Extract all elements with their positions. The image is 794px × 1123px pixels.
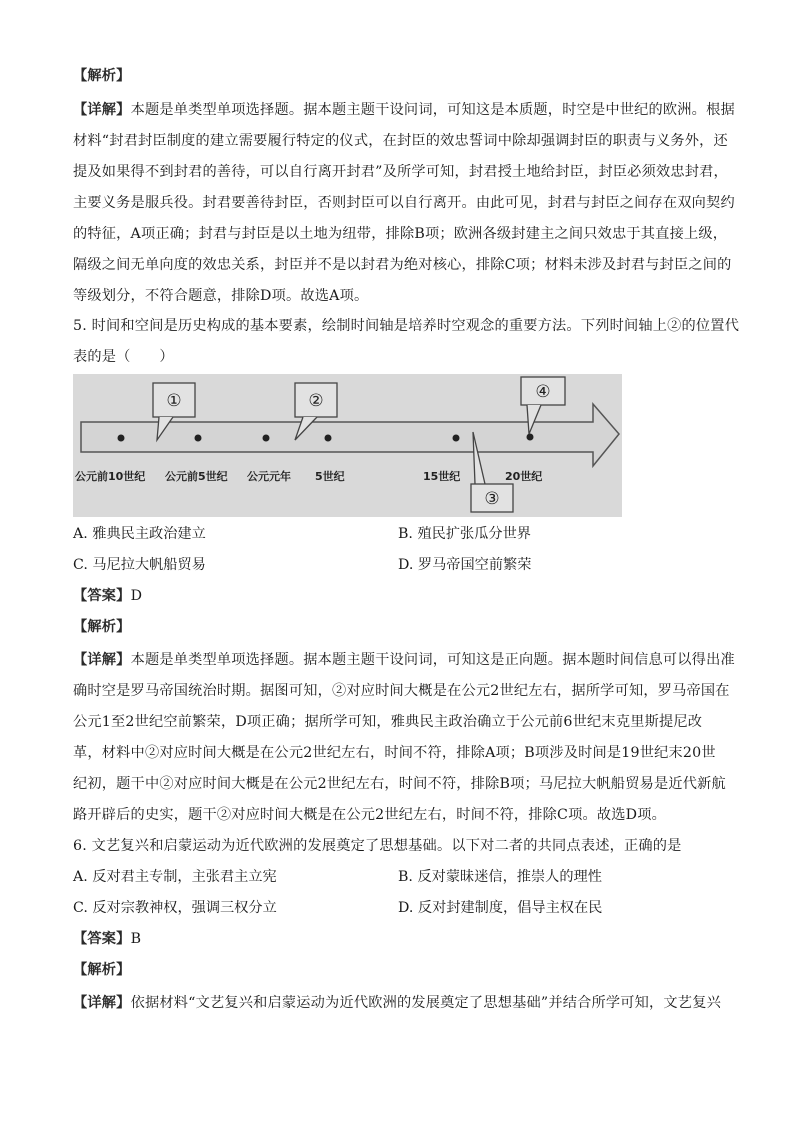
q5-explanation-line-3: 公元1至2世纪空前繁荣，D项正确；据所学可知，雅典民主政治确立于公元前6世纪末克里斯提尼改 — [73, 714, 703, 730]
q6-option-a: A. 反对君主专制，主张君主立宪 — [73, 869, 277, 885]
timeline-label-4: 5世纪 — [315, 470, 345, 483]
q5-option-c: C. 马尼拉大帆船贸易 — [73, 557, 206, 573]
timeline-diagram — [73, 374, 622, 517]
timeline-label-2: 公元前5世纪 — [165, 470, 228, 483]
marker-1: ① — [166, 391, 182, 411]
timeline-figure — [73, 374, 622, 517]
analysis-heading-1: 【解析】 — [73, 68, 131, 84]
timeline-dot — [527, 434, 534, 441]
q5-explanation-line-4: 革，材料中②对应时间大概是在公元2世纪左右，时间不符，排除A项；B项涉及时间是19世纪末20世 — [73, 745, 716, 761]
q5-explanation-line-6: 路开辟后的史实，题干②对应时间大概是在公元2世纪左右，时间不符，排除C项。故选D项。 — [73, 807, 666, 823]
q5-stem-line-2: 表的是（ ） — [73, 349, 174, 365]
timeline-dot — [118, 435, 125, 442]
q5-explanation-line-2: 确时空是罗马帝国统治时期。据图可知，②对应时间大概是在公元2世纪左右，据所学可知，罗马帝国在 — [73, 683, 730, 699]
answer-label: 【答案】 — [73, 931, 131, 947]
q6-explanation-line-1: 【详解】依据材料“文艺复兴和启蒙运动为近代欧洲的发展奠定了思想基础”并结合所学可知，文艺复兴 — [73, 995, 721, 1011]
prev-explanation-line-1: 【详解】本题是单类型单项选择题。据本题主题干设问词，可知这是本质题，时空是中世纪的欧洲。根据 — [73, 102, 735, 118]
marker-2: ② — [308, 391, 324, 411]
detail-label: 【详解】 — [73, 102, 131, 118]
answer-label: 【答案】 — [73, 588, 131, 604]
q6-option-d: D. 反对封建制度，倡导主权在民 — [398, 900, 603, 916]
q5-option-b: B. 殖民扩张瓜分世界 — [398, 526, 531, 542]
prev-explanation-line-4: 主要义务是服兵役。封君要善待封臣，否则封臣可以自行离开。由此可见，封君与封臣之间存在双向契约 — [73, 195, 735, 211]
q6-option-c: C. 反对宗教神权，强调三权分立 — [73, 900, 277, 916]
q5-explanation-line-5: 纪初，题干中②对应时间大概是在公元2世纪左右，时间不符，排除B项；马尼拉大帆船贸易是近代新航 — [73, 776, 726, 792]
marker-3: ③ — [484, 489, 500, 509]
marker-4: ④ — [535, 382, 551, 402]
q6-stem: 6. 文艺复兴和启蒙运动为近代欧洲的发展奠定了思想基础。以下对二者的共同点表述，正确的是 — [73, 838, 682, 854]
timeline-dot — [263, 435, 270, 442]
q5-explanation-line-1: 【详解】本题是单类型单项选择题。据本题主题干设问词，可知这是正向题。据本题时间信息可以得出准 — [73, 652, 735, 668]
prev-explanation-line-2: 材料“封君封臣制度的建立需要履行特定的仪式，在封臣的效忠誓词中除却强调封臣的职责与义务外，还 — [73, 133, 728, 149]
q5-answer-value: D — [130, 588, 143, 604]
timeline-dot — [325, 435, 332, 442]
prev-explanation-line-6: 隔级之间无单向度的效忠关系，封臣并不是以封君为绝对核心，排除C项；材料未涉及封君与封臣之间的 — [73, 257, 732, 273]
prev-explanation-line-5: 的特征，A项正确；封君与封臣是以土地为纽带，排除B项；欧洲各级封建主之间只效忠于其直接上级， — [73, 226, 728, 242]
timeline-label-5: 15世纪 — [423, 470, 461, 483]
prev-explanation-line-3: 提及如果得不到封君的善待，可以自行离开封君”及所学可知，封君授土地给封臣，封臣必须效忠封君， — [73, 164, 728, 180]
prev-explanation-line-7: 等级划分，不符合题意，排除D项。故选A项。 — [73, 288, 369, 304]
q6-option-b: B. 反对蒙昧迷信，推崇人的理性 — [398, 869, 602, 885]
analysis-heading-3: 【解析】 — [73, 962, 131, 978]
q6-answer — [73, 929, 723, 949]
timeline-label-3: 公元元年 — [247, 470, 291, 483]
q5-option-d: D. 罗马帝国空前繁荣 — [398, 557, 532, 573]
timeline-dot — [195, 435, 202, 442]
q5-answer — [73, 586, 723, 606]
q5-stem-line-1: 5. 时间和空间是历史构成的基本要素，绘制时间轴是培养时空观念的重要方法。下列时间轴上②的位置代 — [73, 318, 740, 334]
timeline-label-6: 20世纪 — [505, 470, 543, 483]
timeline-dot — [453, 435, 460, 442]
q5-option-a: A. 雅典民主政治建立 — [73, 526, 206, 542]
timeline-label-1: 公元前10世纪 — [75, 470, 146, 483]
detail-label: 【详解】 — [73, 652, 131, 668]
detail-label: 【详解】 — [73, 995, 131, 1011]
analysis-heading-2: 【解析】 — [73, 619, 131, 635]
q6-answer-value: B — [130, 931, 142, 947]
